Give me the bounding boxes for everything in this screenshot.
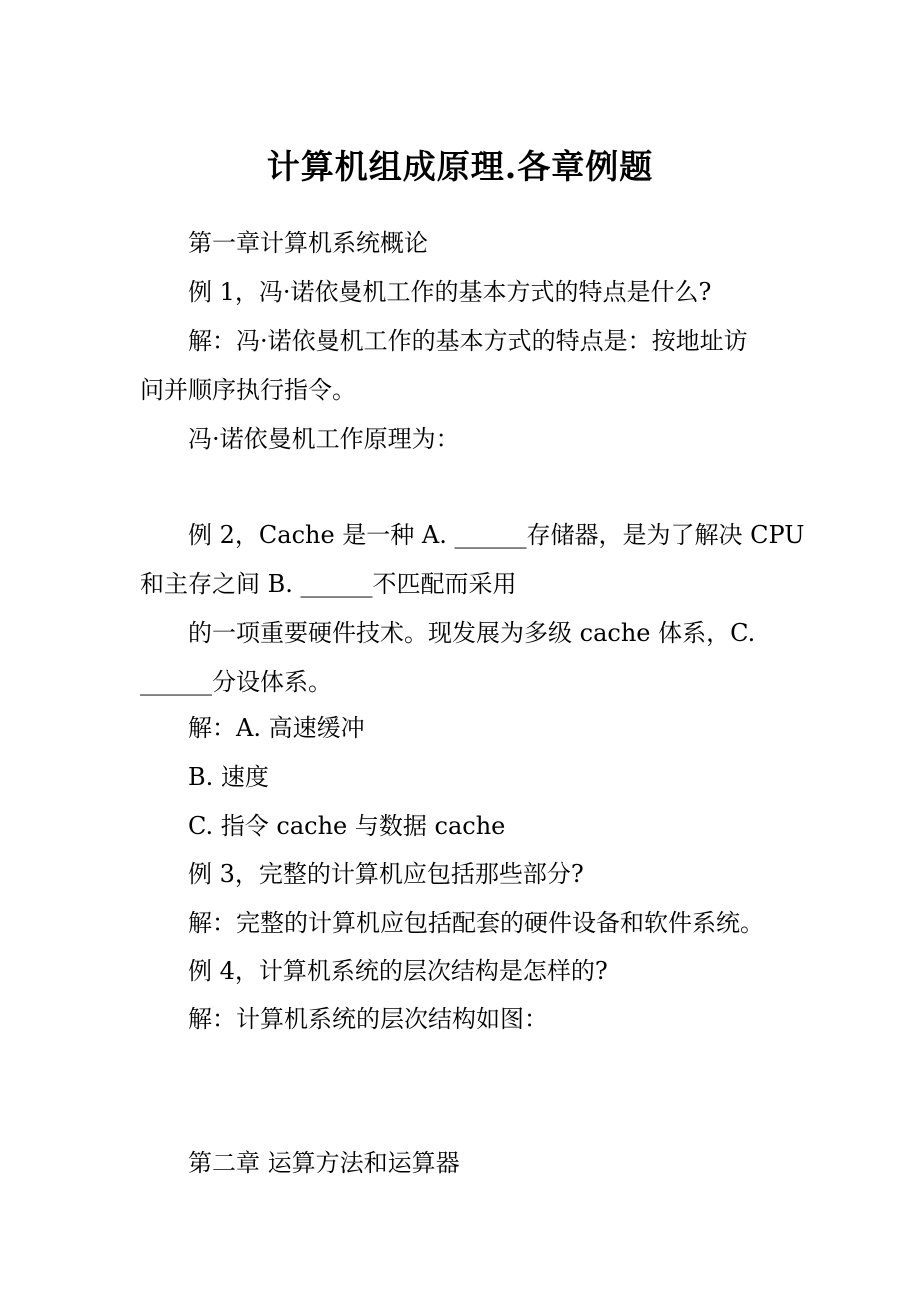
example-3-question: 例 3，完整的计算机应包括那些部分? [188, 860, 584, 888]
example-2-question-line-3: 的一项重要硬件技术。现发展为多级 cache 体系，C. [188, 619, 756, 647]
example-4-answer: 解：计算机系统的层次结构如图： [188, 1005, 548, 1033]
chapter-heading-2: 第二章 运算方法和运算器 [188, 1149, 460, 1177]
example-1-question: 例 1，冯·诺依曼机工作的基本方式的特点是什么? [188, 278, 712, 306]
example-3-answer: 解：完整的计算机应包括配套的硬件设备和软件系统。 [188, 909, 764, 937]
example-1-answer-line-1: 解：冯·诺依曼机工作的基本方式的特点是：按地址访 [188, 327, 748, 355]
document-title: 计算机组成原理.各章例题 [266, 147, 654, 186]
example-1-answer-line-2: 问并顺序执行指令。 [140, 376, 356, 404]
example-2-answer-a: 解：A. 高速缓冲 [188, 714, 365, 742]
example-2-question-line-4: ______分设体系。 [140, 668, 332, 696]
example-4-question: 例 4，计算机系统的层次结构是怎样的? [188, 957, 608, 985]
chapter-heading-1: 第一章计算机系统概论 [188, 229, 428, 257]
von-neumann-principle-label: 冯·诺依曼机工作原理为： [188, 425, 460, 453]
example-2-answer-b: B. 速度 [188, 763, 269, 791]
example-2-question-line-1: 例 2，Cache 是一种 A. ______存储器，是为了解决 CPU [188, 521, 805, 549]
example-2-answer-c: C. 指令 cache 与数据 cache [188, 812, 506, 840]
example-2-question-line-2: 和主存之间 B. ______不匹配而采用 [140, 570, 517, 598]
